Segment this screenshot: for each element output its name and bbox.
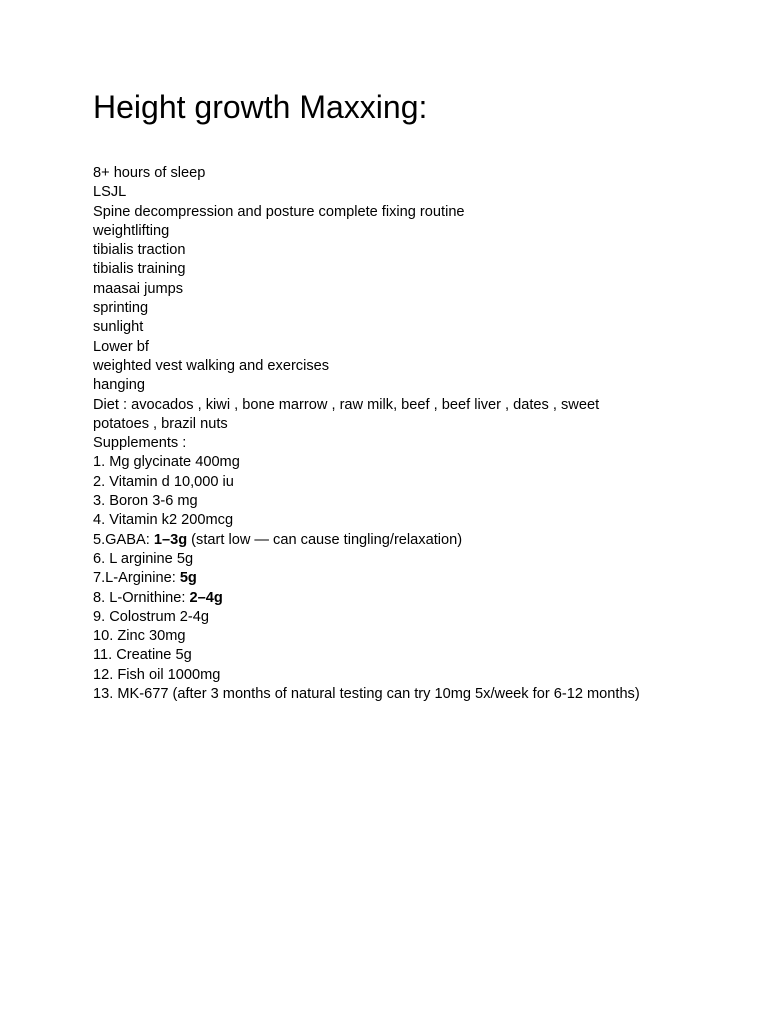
supplement-vitamin-d: 2. Vitamin d 10,000 iu [93, 473, 234, 490]
supplement-gaba [93, 531, 693, 550]
routine-item-weightlifting: weightlifting [93, 222, 170, 239]
supplement-zinc: 10. Zinc 30mg [93, 628, 186, 645]
supplement-vitamin-k2: 4. Vitamin k2 200mcg [93, 512, 234, 529]
diet-line-1: Diet : avocados , kiwi , bone marrow , raw milk, beef , beef liver , dates , sweet [93, 396, 600, 413]
supplement-l-ornithine [93, 589, 693, 608]
supplement-l-arginine: 6. L arginine 5g [93, 550, 194, 567]
routine-item-tibialis-training: tibialis training [93, 261, 186, 278]
supplement-l-arginine-2-label: 7.L-Arginine: [93, 570, 180, 587]
supplement-boron: 3. Boron 3-6 mg [93, 493, 198, 510]
routine-item-hanging: hanging [93, 377, 145, 394]
supplement-colostrum: 9. Colostrum 2-4g [93, 608, 209, 625]
supplement-gaba-dose: 1–3g [153, 531, 188, 548]
document-title: Height growth Maxxing: [93, 89, 428, 125]
routine-item-lower-bf: Lower bf [93, 338, 149, 355]
supplement-creatine: 11. Creatine 5g [93, 647, 192, 664]
supplement-l-arginine-2 [93, 569, 693, 588]
supplement-gaba-label: 5.GABA: [93, 531, 154, 548]
routine-item-sprinting: sprinting [93, 300, 149, 317]
routine-item-lsjl: LSJL [93, 184, 127, 201]
supplement-gaba-note: (start low — can cause tingling/relaxation) [187, 531, 463, 548]
supplement-l-ornithine-label: 8. L-Ornithine: [93, 589, 190, 606]
supplement-l-arginine-2-dose: 5g [179, 570, 197, 587]
diet-line-2: potatoes , brazil nuts [93, 415, 228, 432]
supplement-fish-oil: 12. Fish oil 1000mg [93, 666, 221, 683]
routine-item-spine: Spine decompression and posture complete fixing routine [93, 203, 465, 220]
supplements-heading: Supplements : [93, 435, 187, 452]
routine-item-sunlight: sunlight [93, 319, 144, 336]
supplement-mg-glycinate: 1. Mg glycinate 400mg [93, 454, 240, 471]
routine-item-weighted-vest: weighted vest walking and exercises [93, 357, 330, 374]
document-body [93, 164, 693, 704]
routine-item-maasai-jumps: maasai jumps [93, 280, 184, 297]
supplement-mk-677: 13. MK-677 (after 3 months of natural testing can try 10mg 5x/week for 6-12 months) [93, 686, 640, 703]
supplement-l-ornithine-dose: 2–4g [189, 589, 223, 606]
routine-item-sleep: 8+ hours of sleep [93, 165, 206, 181]
routine-item-tibialis-traction: tibialis traction [93, 242, 186, 259]
